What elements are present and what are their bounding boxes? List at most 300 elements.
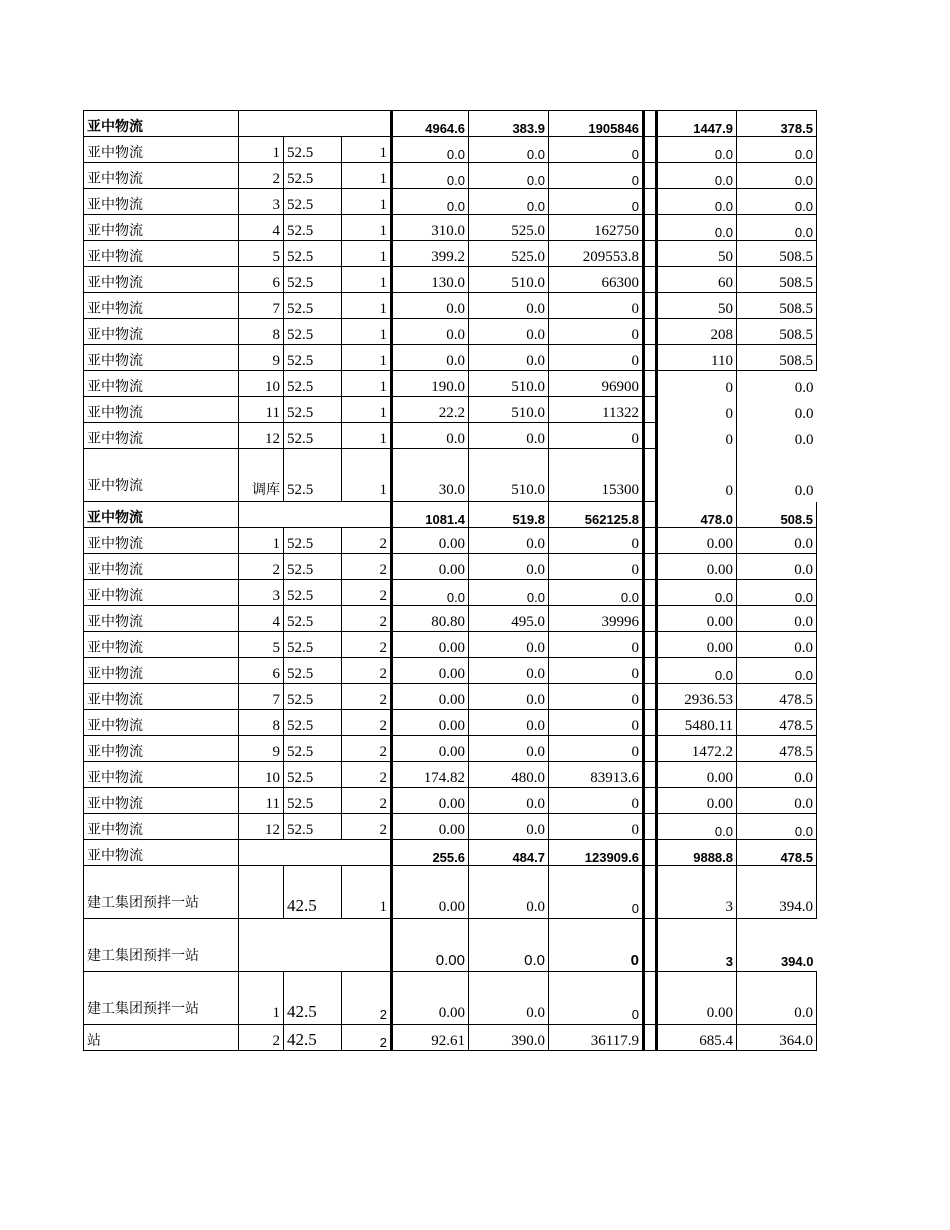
cell-col3: 2: [342, 736, 392, 762]
table-row: [84, 554, 817, 580]
cell-col4: 92.61: [392, 1025, 469, 1051]
cell-col5: 484.7: [469, 840, 549, 866]
cell-col4: 399.2: [392, 241, 469, 267]
cell-col6: 1905846: [549, 111, 644, 137]
column-separator: [644, 684, 657, 710]
cell-col6: 0: [549, 554, 644, 580]
cell-col8: 0.0: [737, 215, 817, 241]
cell-col0: 建工集团预拌一站: [84, 919, 239, 972]
cell-col5: 525.0: [469, 215, 549, 241]
cell-col7: 0.00: [657, 762, 737, 788]
cell-col1: [239, 111, 284, 137]
cell-col7: 3: [657, 866, 737, 919]
cell-col5: 0.0: [469, 319, 549, 345]
cell-col3: 1: [342, 449, 392, 502]
cell-col4: 0.00: [392, 866, 469, 919]
cell-col7: 208: [657, 319, 737, 345]
cell-col4: 255.6: [392, 840, 469, 866]
table-row: [84, 345, 817, 371]
cell-col4: 22.2: [392, 397, 469, 423]
cell-col7: 0: [657, 449, 737, 502]
cell-col1: 3: [239, 189, 284, 215]
cell-col1: 6: [239, 658, 284, 684]
cell-col8: 508.5: [737, 319, 817, 345]
cell-col2: [284, 111, 342, 137]
cell-col0: 亚中物流: [84, 397, 239, 423]
cell-col5: 0.0: [469, 580, 549, 606]
cell-col3: 2: [342, 710, 392, 736]
cell-col1: [239, 866, 284, 919]
cell-col7: 0.0: [657, 137, 737, 163]
cell-col3: 2: [342, 684, 392, 710]
cell-col5: 510.0: [469, 397, 549, 423]
cell-col1: 2: [239, 554, 284, 580]
cell-col2: 52.5: [284, 293, 342, 319]
cell-col5: 383.9: [469, 111, 549, 137]
cell-col4: 80.80: [392, 606, 469, 632]
cell-col2: 52.5: [284, 710, 342, 736]
cell-col1: [239, 919, 284, 972]
cell-col8: 0.0: [737, 449, 817, 502]
cell-col8: 0.0: [737, 580, 817, 606]
cell-col6: 0: [549, 137, 644, 163]
cell-col8: 0.0: [737, 972, 817, 1025]
cell-col8: 0.0: [737, 163, 817, 189]
cell-col7: 0.00: [657, 528, 737, 554]
cell-col3: 1: [342, 189, 392, 215]
cell-col4: 310.0: [392, 215, 469, 241]
column-separator: [644, 345, 657, 371]
cell-col8: 508.5: [737, 267, 817, 293]
cell-col2: 52.5: [284, 632, 342, 658]
cell-col7: 0.0: [657, 580, 737, 606]
cell-col8: 0.0: [737, 189, 817, 215]
cell-col2: 52.5: [284, 762, 342, 788]
table-row: [84, 293, 817, 319]
cell-col0: 亚中物流: [84, 423, 239, 449]
cell-col5: 0.0: [469, 710, 549, 736]
column-separator: [644, 710, 657, 736]
column-separator: [644, 215, 657, 241]
cell-col8: 394.0: [737, 866, 817, 919]
cell-col4: 4964.6: [392, 111, 469, 137]
cell-col0: 亚中物流: [84, 580, 239, 606]
cell-col0: 亚中物流: [84, 528, 239, 554]
cell-col7: 0.00: [657, 554, 737, 580]
cell-col1: 2: [239, 163, 284, 189]
table-row: [84, 632, 817, 658]
cell-col2: 42.5: [284, 1025, 342, 1051]
cell-col0: 亚中物流: [84, 111, 239, 137]
cell-col1: 9: [239, 345, 284, 371]
cell-col0: 亚中物流: [84, 241, 239, 267]
cell-col3: 2: [342, 580, 392, 606]
cell-col5: 0.0: [469, 658, 549, 684]
cell-col1: 10: [239, 371, 284, 397]
cell-col4: 0.0: [392, 189, 469, 215]
cell-col1: 5: [239, 632, 284, 658]
cell-col6: 39996: [549, 606, 644, 632]
table-row: [84, 371, 817, 397]
cell-col8: 0.0: [737, 397, 817, 423]
column-separator: [644, 580, 657, 606]
cell-col6: 0: [549, 658, 644, 684]
cell-col4: 1081.4: [392, 502, 469, 528]
cell-col0: 亚中物流: [84, 762, 239, 788]
cell-col6: 0: [549, 866, 644, 919]
cell-col2: 52.5: [284, 215, 342, 241]
cell-col5: 510.0: [469, 267, 549, 293]
cell-col2: 52.5: [284, 319, 342, 345]
cell-col8: 508.5: [737, 502, 817, 528]
cell-col3: 2: [342, 1025, 392, 1051]
cell-col1: 2: [239, 1025, 284, 1051]
cell-col7: 60: [657, 267, 737, 293]
cell-col6: 562125.8: [549, 502, 644, 528]
cell-col7: 0.0: [657, 163, 737, 189]
cell-col3: 2: [342, 528, 392, 554]
cell-col7: 110: [657, 345, 737, 371]
cell-col2: 52.5: [284, 814, 342, 840]
cell-col3: 1: [342, 423, 392, 449]
cell-col4: 30.0: [392, 449, 469, 502]
column-separator: [644, 658, 657, 684]
cell-col2: 52.5: [284, 163, 342, 189]
cell-col1: 12: [239, 423, 284, 449]
cell-col6: 0: [549, 736, 644, 762]
cell-col0: 亚中物流: [84, 502, 239, 528]
cell-col0: 亚中物流: [84, 189, 239, 215]
cell-col7: 0.00: [657, 632, 737, 658]
cell-col2: 52.5: [284, 554, 342, 580]
cell-col7: 0.00: [657, 788, 737, 814]
cell-col8: 508.5: [737, 241, 817, 267]
column-separator: [644, 397, 657, 423]
cell-col8: 478.5: [737, 710, 817, 736]
cell-col7: 0.0: [657, 658, 737, 684]
cell-col2: 52.5: [284, 528, 342, 554]
cell-col1: [239, 502, 284, 528]
table-body: [84, 111, 817, 1051]
cell-col7: 1447.9: [657, 111, 737, 137]
cell-col3: 1: [342, 371, 392, 397]
cell-col2: 52.5: [284, 606, 342, 632]
cell-col4: 0.0: [392, 319, 469, 345]
table-row: [84, 267, 817, 293]
cell-col5: 0.0: [469, 345, 549, 371]
column-separator: [644, 814, 657, 840]
cell-col1: 3: [239, 580, 284, 606]
cell-col5: 0.0: [469, 163, 549, 189]
table-row: [84, 137, 817, 163]
cell-col8: 478.5: [737, 736, 817, 762]
column-separator: [644, 606, 657, 632]
cell-col6: 0: [549, 189, 644, 215]
cell-col4: 0.0: [392, 293, 469, 319]
cell-col2: [284, 840, 342, 866]
cell-col5: 525.0: [469, 241, 549, 267]
cell-col1: 1: [239, 972, 284, 1025]
cell-col8: 508.5: [737, 345, 817, 371]
cell-col7: 0.0: [657, 215, 737, 241]
cell-col0: 站: [84, 1025, 239, 1051]
cell-col4: 0.0: [392, 580, 469, 606]
column-separator: [644, 788, 657, 814]
table-row: [84, 241, 817, 267]
table-row: [84, 163, 817, 189]
cell-col3: 2: [342, 762, 392, 788]
cell-col3: 1: [342, 866, 392, 919]
cell-col2: [284, 919, 342, 972]
cell-col2: 52.5: [284, 371, 342, 397]
column-separator: [644, 293, 657, 319]
cell-col2: 52.5: [284, 788, 342, 814]
cell-col5: 519.8: [469, 502, 549, 528]
cell-col7: 3: [657, 919, 737, 972]
cell-col7: 1472.2: [657, 736, 737, 762]
cell-col3: 2: [342, 554, 392, 580]
table-row: [84, 189, 817, 215]
cell-col1: 9: [239, 736, 284, 762]
cell-col3: 1: [342, 137, 392, 163]
cell-col8: 0.0: [737, 632, 817, 658]
cell-col4: 0.0: [392, 345, 469, 371]
cell-col5: 480.0: [469, 762, 549, 788]
cell-col3: 1: [342, 345, 392, 371]
cell-col3: 1: [342, 241, 392, 267]
table-row: [84, 111, 817, 137]
column-separator: [644, 423, 657, 449]
cell-col5: 0.0: [469, 137, 549, 163]
cell-col3: 2: [342, 658, 392, 684]
cell-col6: 0: [549, 632, 644, 658]
cell-col5: 0.0: [469, 528, 549, 554]
table-row: [84, 580, 817, 606]
cell-col1: 1: [239, 137, 284, 163]
cell-col0: 亚中物流: [84, 215, 239, 241]
cell-col0: 亚中物流: [84, 163, 239, 189]
cell-col4: 0.00: [392, 528, 469, 554]
cell-col0: 建工集团预拌一站: [84, 866, 239, 919]
column-separator: [644, 371, 657, 397]
cell-col5: 0.0: [469, 189, 549, 215]
cell-col8: 0.0: [737, 658, 817, 684]
cell-col6: 0: [549, 163, 644, 189]
cell-col2: 52.5: [284, 658, 342, 684]
cell-col3: 2: [342, 972, 392, 1025]
cell-col6: 0: [549, 319, 644, 345]
cell-col1: 12: [239, 814, 284, 840]
cell-col0: 亚中物流: [84, 267, 239, 293]
cell-col4: 130.0: [392, 267, 469, 293]
cell-col0: 亚中物流: [84, 736, 239, 762]
cell-col0: 亚中物流: [84, 345, 239, 371]
cell-col0: 亚中物流: [84, 658, 239, 684]
cell-col8: 0.0: [737, 371, 817, 397]
cell-col3: 2: [342, 606, 392, 632]
cell-col2: 52.5: [284, 423, 342, 449]
cell-col1: 11: [239, 397, 284, 423]
cell-col1: 1: [239, 528, 284, 554]
cell-col0: 亚中物流: [84, 710, 239, 736]
column-separator: [644, 554, 657, 580]
cell-col2: 52.5: [284, 684, 342, 710]
table-row: [84, 684, 817, 710]
column-separator: [644, 163, 657, 189]
cell-col1: 4: [239, 215, 284, 241]
cell-col2: 52.5: [284, 241, 342, 267]
cell-col5: 510.0: [469, 449, 549, 502]
cell-col7: 50: [657, 241, 737, 267]
cell-col5: 0.0: [469, 423, 549, 449]
cell-col3: [342, 840, 392, 866]
table-row: [84, 919, 817, 972]
cell-col0: 亚中物流: [84, 840, 239, 866]
cell-col4: 0.0: [392, 137, 469, 163]
table-row: [84, 528, 817, 554]
table-row: [84, 972, 817, 1025]
cell-col0: 亚中物流: [84, 319, 239, 345]
cell-col6: 0: [549, 423, 644, 449]
column-separator: [644, 972, 657, 1025]
cell-col6: 0: [549, 345, 644, 371]
cell-col8: 478.5: [737, 684, 817, 710]
table-row: [84, 502, 817, 528]
cell-col8: 0.0: [737, 788, 817, 814]
cell-col0: 建工集团预拌一站: [84, 972, 239, 1025]
cell-col6: 0: [549, 972, 644, 1025]
cell-col5: 0.0: [469, 814, 549, 840]
column-separator: [644, 137, 657, 163]
cell-col2: 52.5: [284, 580, 342, 606]
cell-col6: 0: [549, 814, 644, 840]
cell-col5: 0.0: [469, 554, 549, 580]
cell-col2: 52.5: [284, 397, 342, 423]
cell-col4: 0.00: [392, 554, 469, 580]
cell-col3: 1: [342, 215, 392, 241]
cell-col3: 1: [342, 319, 392, 345]
cell-col1: [239, 840, 284, 866]
cell-col8: 0.0: [737, 762, 817, 788]
cell-col1: 4: [239, 606, 284, 632]
cell-col2: [284, 502, 342, 528]
column-separator: [644, 736, 657, 762]
table-row: [84, 736, 817, 762]
column-separator: [644, 919, 657, 972]
cell-col7: 0.00: [657, 606, 737, 632]
cell-col3: [342, 502, 392, 528]
column-separator: [644, 111, 657, 137]
cell-col7: 9888.8: [657, 840, 737, 866]
cell-col8: 508.5: [737, 293, 817, 319]
cell-col0: 亚中物流: [84, 137, 239, 163]
cell-col1: 调库: [239, 449, 284, 502]
cell-col3: 1: [342, 163, 392, 189]
cell-col6: 209553.8: [549, 241, 644, 267]
column-separator: [644, 1025, 657, 1051]
cell-col6: 0: [549, 788, 644, 814]
cell-col0: 亚中物流: [84, 788, 239, 814]
cell-col3: 2: [342, 814, 392, 840]
cell-col2: 52.5: [284, 137, 342, 163]
cell-col4: 0.0: [392, 163, 469, 189]
cell-col7: 478.0: [657, 502, 737, 528]
cell-col5: 0.0: [469, 684, 549, 710]
cell-col6: 96900: [549, 371, 644, 397]
column-separator: [644, 189, 657, 215]
cell-col3: 1: [342, 293, 392, 319]
cell-col1: 11: [239, 788, 284, 814]
cell-col3: 1: [342, 267, 392, 293]
cell-col5: 0.0: [469, 919, 549, 972]
cell-col5: 0.0: [469, 972, 549, 1025]
cell-col3: 1: [342, 397, 392, 423]
cell-col8: 478.5: [737, 840, 817, 866]
table-row: [84, 215, 817, 241]
table-row: [84, 840, 817, 866]
cell-col0: 亚中物流: [84, 554, 239, 580]
cell-col8: 0.0: [737, 554, 817, 580]
cell-col5: 390.0: [469, 1025, 549, 1051]
table-row: [84, 449, 817, 502]
cell-col7: 50: [657, 293, 737, 319]
cell-col6: 11322: [549, 397, 644, 423]
cell-col4: 0.00: [392, 814, 469, 840]
cell-col1: 5: [239, 241, 284, 267]
cell-col6: 15300: [549, 449, 644, 502]
cell-col0: 亚中物流: [84, 632, 239, 658]
table-row: [84, 1025, 817, 1051]
cell-col2: 52.5: [284, 449, 342, 502]
cell-col8: 394.0: [737, 919, 817, 972]
table-row: [84, 319, 817, 345]
cell-col6: 0: [549, 293, 644, 319]
cell-col6: 66300: [549, 267, 644, 293]
cell-col1: 8: [239, 710, 284, 736]
table-row: [84, 814, 817, 840]
cell-col4: 0.00: [392, 788, 469, 814]
cell-col5: 0.0: [469, 632, 549, 658]
cell-col4: 0.00: [392, 919, 469, 972]
cell-col6: 83913.6: [549, 762, 644, 788]
cell-col3: [342, 919, 392, 972]
cell-col0: 亚中物流: [84, 449, 239, 502]
cell-col8: 0.0: [737, 137, 817, 163]
cell-col8: 0.0: [737, 814, 817, 840]
cell-col2: 52.5: [284, 267, 342, 293]
cell-col1: 7: [239, 293, 284, 319]
cell-col8: 378.5: [737, 111, 817, 137]
cell-col4: 0.00: [392, 736, 469, 762]
cell-col8: 0.0: [737, 423, 817, 449]
cell-col4: 174.82: [392, 762, 469, 788]
cell-col4: 190.0: [392, 371, 469, 397]
cell-col7: 0.00: [657, 972, 737, 1025]
table-row: [84, 658, 817, 684]
cell-col5: 0.0: [469, 736, 549, 762]
table-row: [84, 397, 817, 423]
cell-col2: 42.5: [284, 866, 342, 919]
cell-col6: 0: [549, 684, 644, 710]
column-separator: [644, 267, 657, 293]
cell-col4: 0.00: [392, 632, 469, 658]
cell-col8: 0.0: [737, 528, 817, 554]
cell-col0: 亚中物流: [84, 371, 239, 397]
column-separator: [644, 632, 657, 658]
cell-col4: 0.00: [392, 684, 469, 710]
cell-col7: 0: [657, 397, 737, 423]
cell-col6: 0: [549, 710, 644, 736]
